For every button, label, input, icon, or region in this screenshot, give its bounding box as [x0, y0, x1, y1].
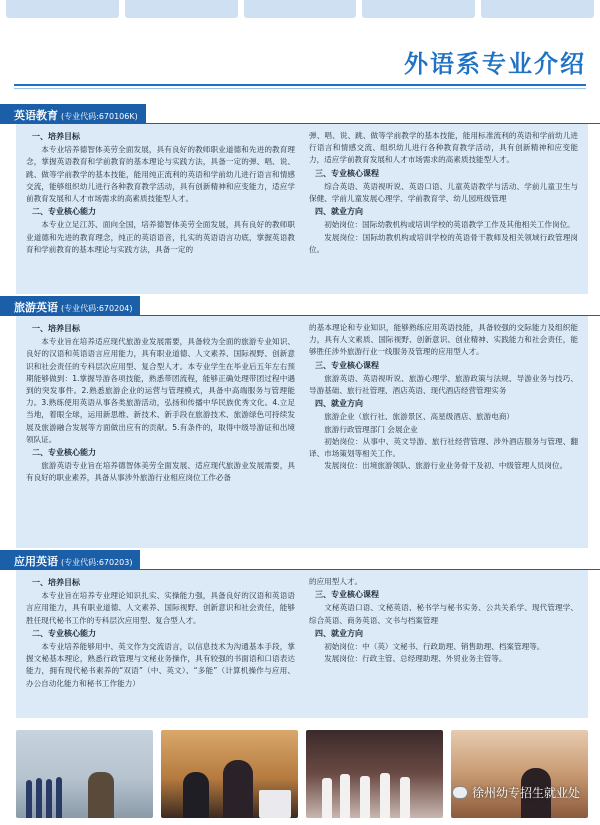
paragraph: 发展岗位：行政主管、总经理助理、外贸业务主管等。 [324, 654, 507, 664]
section-header [0, 104, 146, 124]
paragraph: 发展岗位：出境旅游领队、旅游行业业务骨干及初、中级管理人员岗位。 [324, 461, 568, 471]
paragraph: 本专业培养德智体美劳全面发展，具有良好的教师职业道德和先进的教育理念，掌握英语教育和学前教育的基本理论与实践方法，具备一定的弹、唱、说、跳、做等学前教学的基本技能，能用纯正流利的英语和学前幼儿进行语言和情感交流，能够组织幼儿进行各种教育教学活动，具有创新精神和应变能力，适应学前教育发展和人才市场需求的高素质技能型人才。 [26, 145, 295, 204]
paragraph: 本专业旨在培养适应现代旅游业发展需要，具备较为全面的旅游专业知识、良好的汉语和英语语言应用能力，具有职业道德、人文素养、国际视野、创新意识和社会责任的专科层次应用型、复合型人才。本专业学生在毕业后五年左右预期能够做到：1.掌握导游各项技能，熟悉带团流程，能够正确处理带团过程中遇到的突发事件。2.熟悉旅游企业的运营与管理模式，具备中高端服务与管理能力。3.熟练使用英语从事各类旅游活动，弘扬和传播中华民族优秀文化。4.立足当地，着眼全球，运用新思维、新技术、新手段在旅游技术、旅游绿色可持续发展及旅游融合发展等方面做出应有的贡献。5.有条件的，取得中级导游证和出境领队证。 [26, 337, 295, 444]
subheading: 三、专业核心课程 [315, 168, 379, 178]
paragraph: 本专业旨在培养专业理论知识扎实、实操能力强，具备良好的汉语和英语语言应用能力，具有职业道德、人文素养、国际视野、创新意识和社会责任，能够胜任现代秘书工作的专科层次应用型、复合型人才。 [26, 591, 295, 625]
paragraph: 的基本理论和专业知识，能够熟练应用英语技能，具备较强的交际能力及组织能力，具有人文素质、国际视野、创新意识、创业精神、实践能力和社会责任，能够胜任涉外旅游行业一线服务及管理的应用型人才。 [309, 323, 578, 357]
paragraph: 旅游英语专业旨在培养德智体美劳全面发展、适应现代旅游业发展需要，具有良好的职业素养，具备从事涉外旅游行业相应岗位工作必备 [26, 461, 295, 483]
column-right [309, 576, 578, 712]
paragraph: 旅游英语、英语视听说、旅游心理学、旅游政策与法规、导游业务与技巧、导游基础、旅行社管理、酒店英语、现代酒店经营管理实务 [309, 373, 578, 396]
subheading: 二、专业核心能力 [32, 448, 96, 458]
title-rule [14, 84, 586, 86]
page-title: 外语系专业介绍 [404, 50, 586, 78]
section-name: 英语教育 [14, 109, 58, 122]
paragraph: 旅游企业（旅行社、旅游景区、高星级酒店、旅游电商） [324, 412, 515, 422]
column-left [26, 322, 295, 542]
column-right [309, 322, 578, 542]
photo-classroom [451, 730, 588, 818]
paragraph: 综合英语、英语视听说、英语口语、儿童英语教学与活动、学前儿童卫生与保健、学前儿童发展心理学、学前教育学、幼儿园班级管理 [309, 181, 578, 204]
paragraph: 初始岗位：从事中、英文导游、旅行社经营管理、涉外酒店服务与管理、翻译、市场策划等相关工作。 [309, 436, 578, 459]
section-tag [0, 550, 140, 570]
section-code: (专业代码:670106K) [61, 112, 138, 121]
section-panel [16, 316, 588, 548]
paragraph: 初始岗位：中（英）文秘书、行政助理、销售助理、档案管理等。 [324, 642, 545, 652]
paragraph: 发展岗位：国际幼教机构或培训学校的英语骨干教师及相关领域行政管理岗位。 [309, 232, 578, 254]
photo-dance-class [306, 730, 443, 818]
paragraph: 初始岗位：国际幼教机构或培训学校的英语教学工作及其他相关工作岗位。 [324, 220, 575, 230]
subheading: 四、就业方向 [315, 628, 363, 638]
paragraph: 文秘英语口语、文秘英语、秘书学与秘书实务、公共关系学、现代管理学、综合英语、商务英语、文书与档案管理 [309, 603, 578, 625]
subheading: 二、专业核心能力 [32, 207, 96, 217]
section-tag [0, 104, 146, 124]
column-left [26, 576, 295, 712]
watermark-text: 徐州幼专招生就业处 [471, 786, 580, 800]
section-code: (专业代码:670203) [61, 558, 133, 567]
section-name: 旅游英语 [14, 301, 58, 314]
subheading: 三、专业核心课程 [315, 590, 379, 600]
subheading: 一、培养目标 [32, 578, 80, 587]
subheading: 三、专业核心课程 [315, 360, 379, 370]
section-tag [0, 296, 140, 316]
section-code: (专业代码:670204) [61, 304, 133, 313]
section-header [0, 296, 140, 316]
photo-students-outdoor [16, 730, 153, 818]
watermark [452, 784, 580, 801]
column-left [26, 130, 295, 288]
section-panel [16, 124, 588, 294]
section-header [0, 550, 140, 570]
subheading: 四、就业方向 [315, 399, 363, 409]
column-right [309, 130, 578, 288]
paragraph: 旅游行政管理部门 会展企业 [324, 424, 418, 434]
subheading: 四、就业方向 [315, 207, 363, 217]
paragraph: 的应用型人才。 [309, 577, 363, 586]
section-name: 应用英语 [14, 555, 58, 568]
section-panel [16, 570, 588, 718]
photo-strip [16, 730, 588, 818]
wechat-icon [452, 786, 468, 799]
paragraph: 本专业立足江苏、面向全国，培养德智体美劳全面发展，具有良好的教师职业道德和先进的教育理念，纯正的英语语音，扎实的英语语言功底，掌握英语教育和学前教育的基本理论与实践方法，具备一定的 [26, 220, 295, 254]
photo-reception-training [161, 730, 298, 818]
top-decoration [0, 0, 600, 24]
paragraph: 本专业培养能够用中、英文作为交流语言，以信息技术为沟通基本手段，掌握文秘基本理论，熟悉行政管理与文秘业务操作，具有较强的书面语和口语表达能力，拥有现代秘书素养的“双语”（中、英文）、“多能”（计算机操作与应用、办公自动化能力和秘书工作能力） [26, 642, 295, 688]
subheading: 一、培养目标 [32, 324, 80, 333]
title-rule-thin [14, 88, 586, 89]
subheading: 二、专业核心能力 [32, 628, 96, 638]
paragraph: 弹、唱、说、跳、做等学前教学的基本技能，能用标准流利的英语和学前幼儿进行语言和情感交流、组织幼儿进行各种教育教学活动，具有创新精神和应变能力，适应学前教育发展和人才市场需求的高素质技能型人才。 [309, 131, 578, 165]
subheading: 一、培养目标 [32, 132, 80, 141]
